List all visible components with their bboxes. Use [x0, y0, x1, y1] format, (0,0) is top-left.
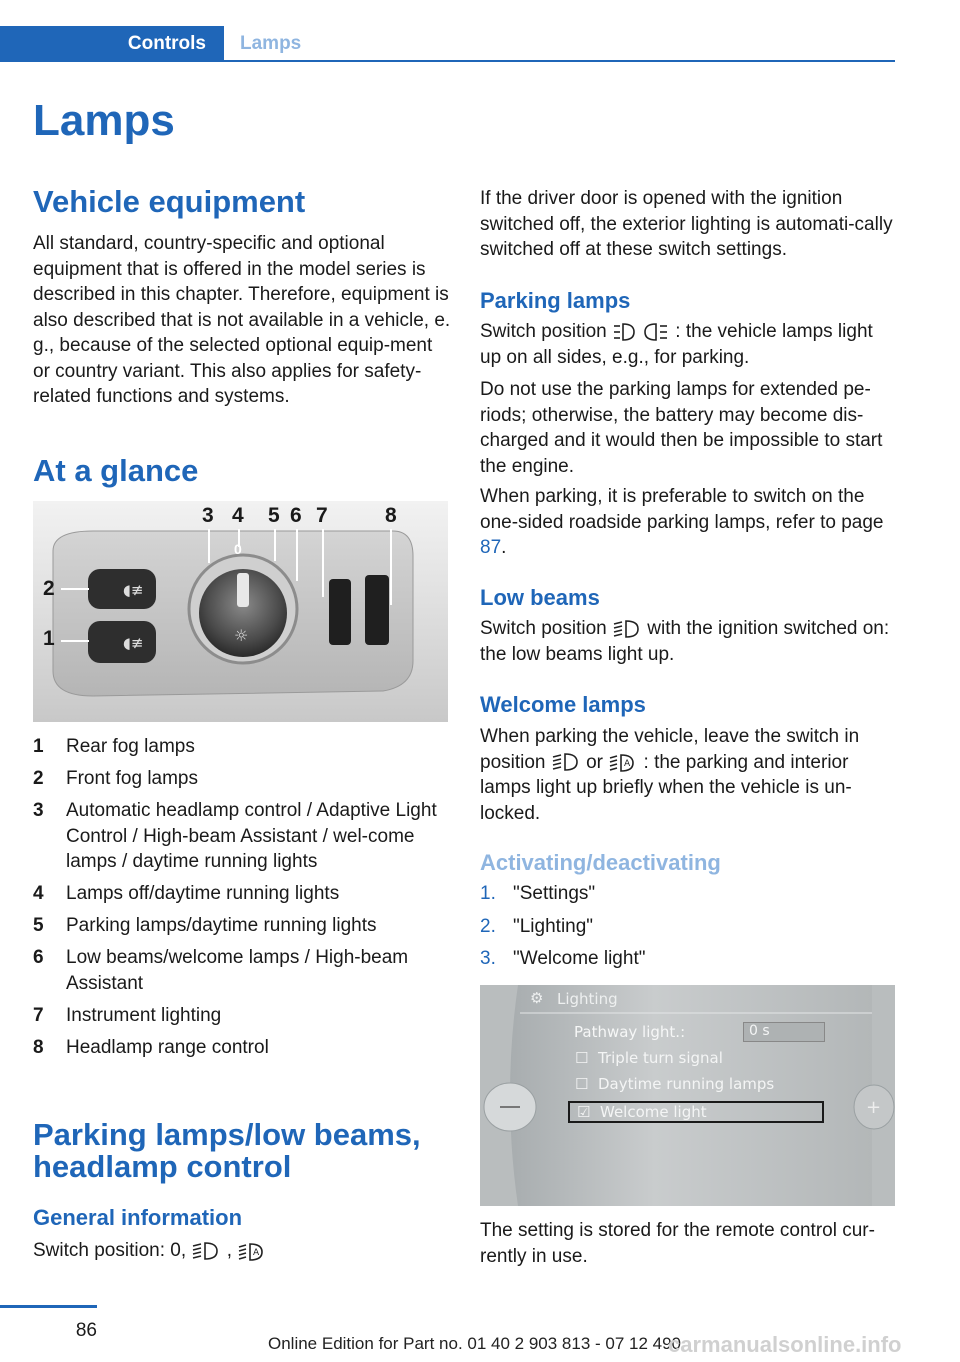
legend-list: [33, 734, 451, 1067]
legend-item: 3 Automatic headlamp control / Adaptive Light Control / High-beam Assistant / wel-come lamps / daytime running lights: [33, 800, 437, 872]
general-info-heading: General information: [33, 1205, 243, 1230]
callout-2: 2: [43, 577, 55, 600]
chapter-tabs: [0, 26, 895, 62]
step-item: 2. "Lighting": [480, 915, 594, 937]
step-item: 1. "Settings": [480, 883, 596, 904]
parking-lamps-warning: Do not use the parking lamps for extended pe-riods; otherwise, the battery may become dis-charged and it would then be impossible to start the engine.: [480, 379, 883, 477]
checkbox-checked-icon: ☑: [577, 1103, 591, 1121]
tab-lamps[interactable]: Lamps: [240, 33, 302, 54]
light-switch-illustration: [33, 501, 448, 722]
svg-text:A: A: [624, 759, 631, 770]
tab-controls[interactable]: Controls: [0, 26, 224, 62]
welcome-lamps-heading: Welcome lamps: [480, 692, 646, 717]
svg-text:A: A: [253, 1247, 260, 1258]
welcome-light-option[interactable]: ☑ Welcome light: [568, 1101, 824, 1123]
vehicle-equipment-heading: Vehicle equipment: [33, 184, 306, 219]
callout-1: 1: [43, 627, 55, 650]
footer-rule: [0, 1305, 97, 1308]
closing-text: The setting is stored for the remote control cur-rently in use.: [480, 1220, 875, 1267]
svg-text:☼: ☼: [234, 626, 249, 645]
legend-item: 4 Lamps off/daytime running lights: [33, 883, 340, 904]
pathway-light-label: Pathway light.:: [574, 1023, 686, 1041]
general-info-text: Switch position: 0, , A: [33, 1238, 451, 1264]
callout-6: 6: [290, 504, 302, 527]
low-beam-icon: [191, 1240, 221, 1262]
step-item: 3. "Welcome light": [480, 948, 646, 969]
svg-text:◖≢: ◖≢: [123, 634, 144, 652]
legend-item: 8 Headlamp range control: [33, 1036, 269, 1058]
page-title: Lamps: [33, 96, 175, 145]
pathway-light-value[interactable]: 0 s: [743, 1022, 825, 1042]
checkbox-unchecked-icon: ☐: [575, 1049, 589, 1067]
activation-steps: [480, 881, 898, 979]
svg-text:◖≢: ◖≢: [123, 581, 144, 599]
idrive-screen-background: [480, 985, 895, 1206]
light-switch-photo: [33, 501, 448, 722]
screen-title: Lighting: [557, 990, 618, 1008]
legend-item: 2 Front fog lamps: [33, 768, 198, 789]
callout-5: 5: [268, 504, 280, 527]
parking-lamps-icon: [612, 321, 670, 343]
watermark: carmanualsonline.info: [668, 1332, 902, 1357]
low-beam-icon: [612, 618, 642, 640]
callout-4: 4: [232, 504, 244, 527]
at-a-glance-heading: At a glance: [33, 453, 199, 488]
legend-item: 5 Parking lamps/daytime running lights: [33, 915, 377, 936]
low-beams-text: Switch position with the ignition switched on: the low beams light up.: [480, 618, 890, 665]
parking-lamps-tip: When parking, it is preferable to switch on the one-sided roadside parking lamps, refer to page 87.: [480, 486, 884, 558]
activating-heading: Activating/deactivating: [480, 850, 721, 875]
callout-7: 7: [316, 504, 328, 527]
triple-turn-signal-option[interactable]: ☐ Triple turn signal: [575, 1049, 723, 1067]
idrive-screen-photo: [480, 985, 895, 1206]
legend-item: 1 Rear fog lamps: [33, 736, 195, 757]
parking-lamps-text: Switch position : the vehicle lamps light up on all sides, e.g., for parking.: [480, 321, 873, 368]
callout-3: 3: [202, 504, 214, 527]
page-link-87[interactable]: 87: [480, 537, 502, 558]
intro-text: If the driver door is opened with the ignition switched off, the exterior lighting is automati-cally switched off at these switch settings.: [480, 188, 893, 260]
callout-8: 8: [385, 504, 397, 527]
legend-item: 6 Low beams/welcome lamps / High-beam Assistant: [33, 947, 409, 994]
legend-item: 7 Instrument lighting: [33, 1004, 222, 1026]
daytime-running-lamps-option[interactable]: ☐ Daytime running lamps: [575, 1075, 775, 1093]
low-beam-icon: [551, 751, 581, 773]
switch-position-zero: 0: [234, 541, 242, 557]
welcome-lamps-text: When parking the vehicle, leave the switch in position or A : the parking and interior lamps light up briefly when the vehicle is un-locked.: [480, 726, 860, 824]
auto-headlamp-icon: [608, 751, 638, 773]
edition-line: Online Edition for Part no. 01 40 2 903 813 - 07 12 490: [268, 1334, 682, 1353]
checkbox-unchecked-icon: ☐: [575, 1075, 589, 1093]
parking-low-beams-heading: Parking lamps/low beams, headlamp control: [33, 1117, 421, 1184]
auto-headlamp-icon: [237, 1240, 267, 1262]
gear-icon: ⚙: [530, 990, 544, 1007]
vehicle-equipment-text: All standard, country-specific and optional equipment that is offered in the model series is described in this chapter. Therefore, equipment is also described that is not available in a vehicle, e. g., because of the selected optional equip-ment or country variant. This also applies for safety-related functions and systems.: [33, 233, 451, 407]
parking-lamps-heading: Parking lamps: [480, 288, 631, 313]
page-number: 86: [75, 1320, 97, 1341]
svg-text:+: +: [866, 1097, 882, 1118]
low-beams-heading: Low beams: [480, 585, 600, 610]
